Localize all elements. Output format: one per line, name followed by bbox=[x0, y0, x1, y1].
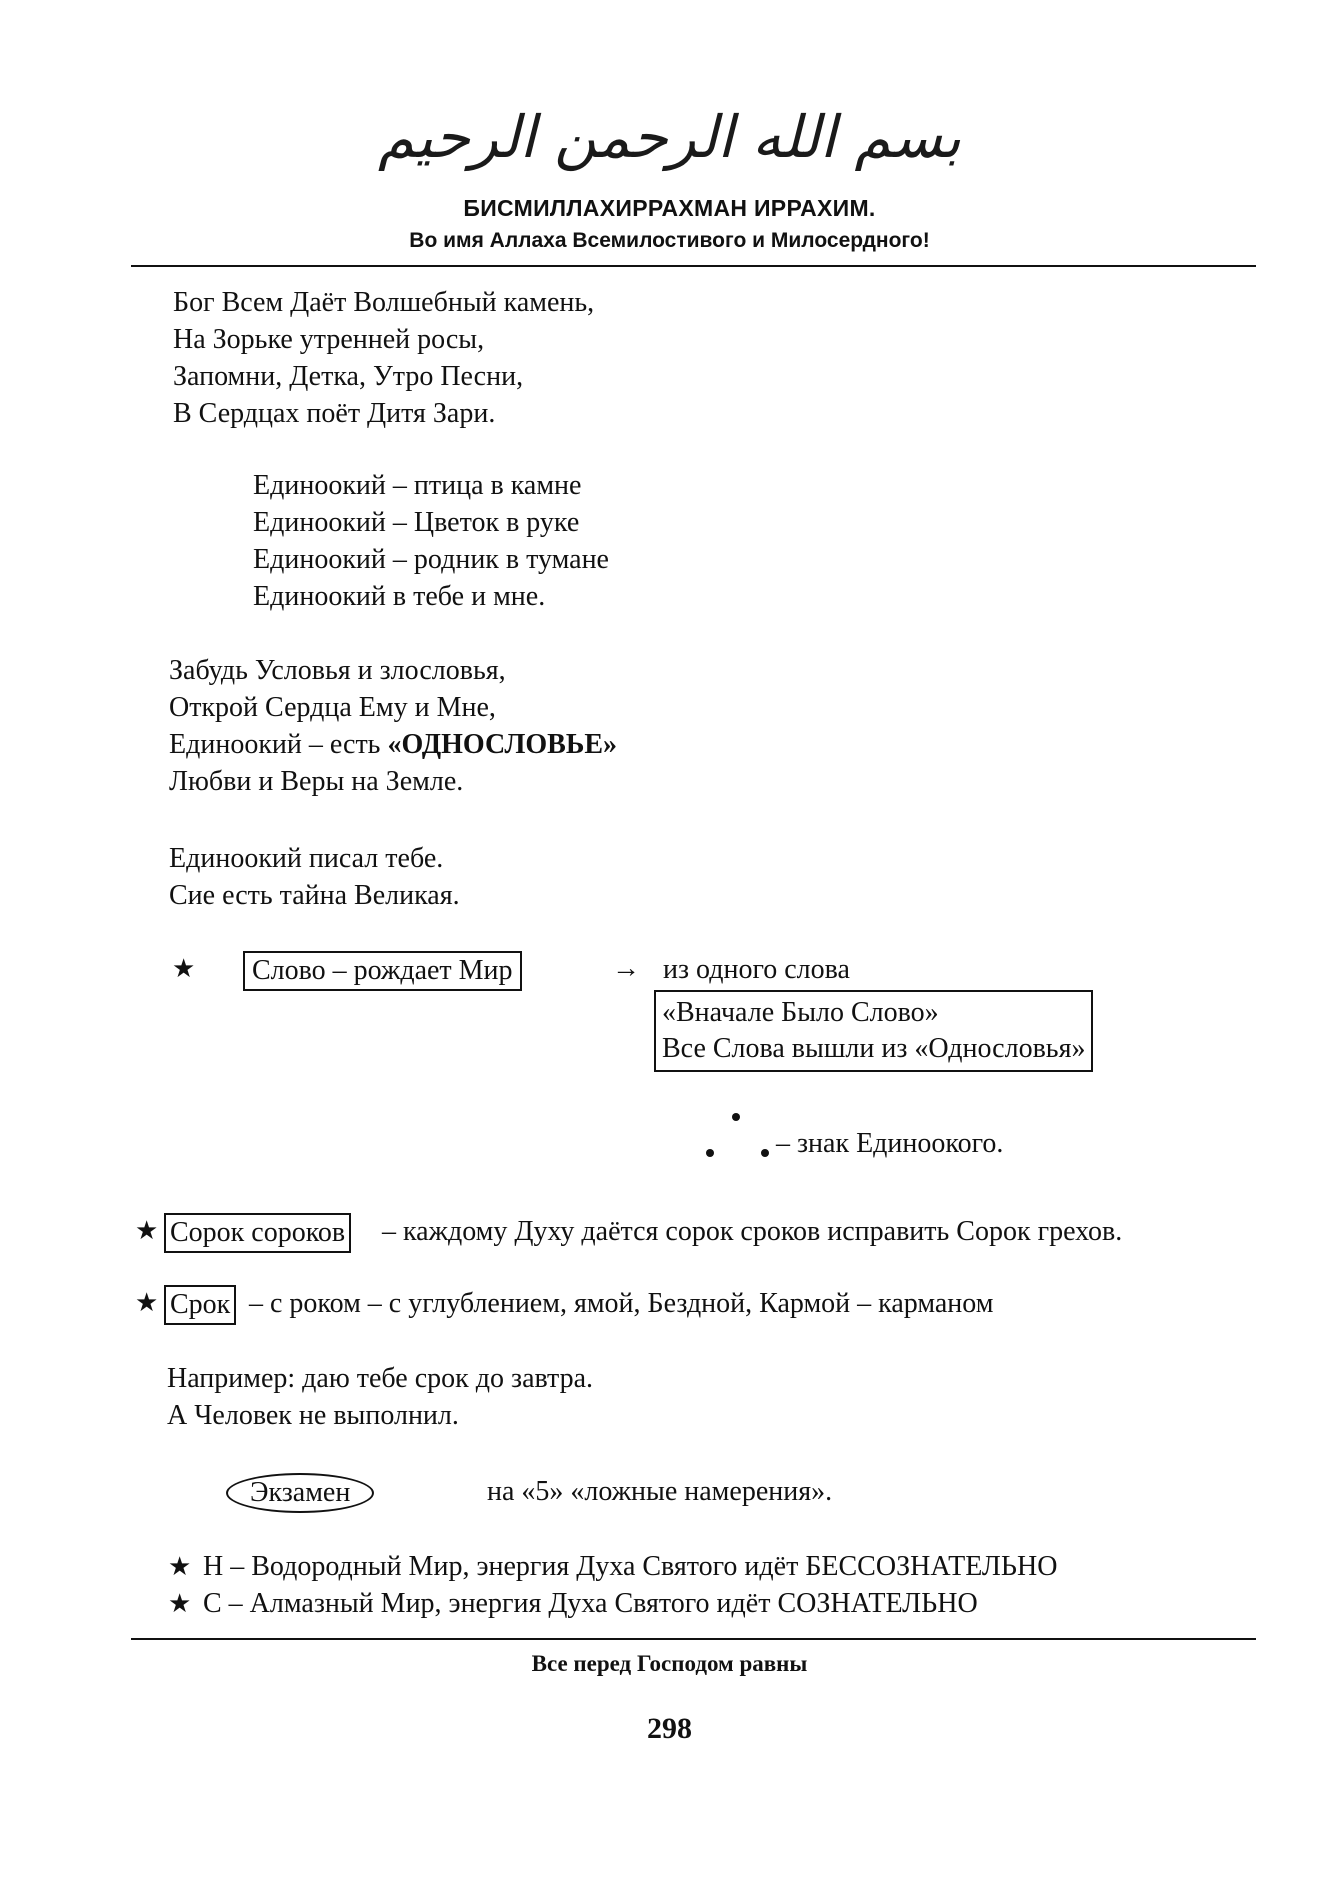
forty-explanation: – каждому Духу даётся сорок сроков исправить Сорок грехов. bbox=[382, 1216, 1123, 1247]
from-one-word-label: из одного слова bbox=[663, 954, 850, 985]
verse-line: Запомни, Детка, Утро Песни, bbox=[173, 361, 524, 392]
footer-divider bbox=[131, 1638, 1256, 1640]
star-bullet: ★ bbox=[168, 1552, 192, 1581]
dot-top-icon bbox=[732, 1113, 740, 1121]
boxed-beginning-word bbox=[654, 990, 1093, 1072]
verse-line: Открой Сердца Ему и Мне, bbox=[169, 692, 496, 723]
boxed-line: Все Слова вышли из «Однословья» bbox=[662, 1033, 1086, 1064]
hydrogen-world-line: Н – Водородный Мир, энергия Духа Святого идёт БЕССОЗНАТЕЛЬНО bbox=[203, 1551, 1058, 1582]
page-number: 298 bbox=[647, 1712, 692, 1745]
one-eye-sign-label: – знак Единоокого. bbox=[776, 1128, 1004, 1159]
stanza-3 bbox=[169, 652, 617, 800]
verse-line: Единоокий писал тебе. bbox=[169, 843, 444, 874]
dot-right-icon bbox=[761, 1149, 769, 1157]
srok-explanation: – с роком – с углублением, ямой, Бездной, Кармой – карманом bbox=[249, 1288, 994, 1319]
star-bullet: ★ bbox=[168, 1589, 192, 1618]
boxed-word-creates-world: Слово – рождает Мир bbox=[243, 951, 522, 991]
star-bullet: ★ bbox=[172, 954, 196, 983]
stanza-1 bbox=[173, 284, 594, 432]
footer-motto: Все перед Господом равны bbox=[531, 1651, 808, 1676]
header-transliteration: БИСМИЛЛАХИРРАХМАН ИРРАХИМ. bbox=[463, 195, 876, 221]
boxed-line: «Вначале Было Слово» bbox=[662, 997, 939, 1028]
example-line: А Человек не выполнил. bbox=[167, 1400, 459, 1431]
exam-explanation: на «5» «ложные намерения». bbox=[487, 1476, 833, 1507]
example-line: Например: даю тебе срок до завтра. bbox=[167, 1363, 594, 1394]
verse-line: Единоокий – птица в камне bbox=[253, 470, 582, 501]
stanza-2 bbox=[253, 467, 609, 615]
dot-left-icon bbox=[706, 1149, 714, 1157]
star-bullet: ★ bbox=[135, 1216, 159, 1245]
verse-line: Бог Всем Даёт Волшебный камень, bbox=[173, 287, 595, 318]
example-block bbox=[167, 1360, 593, 1434]
verse-line: На Зорьке утренней росы, bbox=[173, 324, 485, 355]
boxed-forty-of-forties: Сорок сороков bbox=[164, 1213, 351, 1253]
stanza-4 bbox=[169, 840, 460, 914]
verse-line: Единоокий – Цветок в руке bbox=[253, 507, 580, 538]
verse-text: Единоокий – есть bbox=[169, 729, 388, 760]
bismillah-calligraphy: بسم الله الرحمن الرحيم bbox=[378, 103, 961, 171]
verse-line: В Сердцах поёт Дитя Зари. bbox=[173, 398, 496, 429]
header-divider bbox=[131, 265, 1256, 267]
boxed-srok: Срок bbox=[164, 1285, 236, 1325]
oval-exam: Экзамен bbox=[226, 1473, 374, 1513]
verse-line: Сие есть тайна Великая. bbox=[169, 880, 460, 911]
highlight-odnoslovie: «ОДНОСЛОВЬЕ» bbox=[387, 729, 618, 760]
arrow-icon: → bbox=[612, 953, 640, 984]
star-bullet: ★ bbox=[135, 1288, 159, 1317]
verse-line: Единоокий в тебе и мне. bbox=[253, 581, 546, 612]
verse-line: Единоокий – родник в тумане bbox=[253, 544, 609, 575]
verse-line: Забудь Условья и злословья, bbox=[169, 655, 506, 686]
verse-line bbox=[169, 726, 617, 763]
verse-line: Любви и Веры на Земле. bbox=[169, 766, 464, 797]
diamond-world-line: С – Алмазный Мир, энергия Духа Святого идёт СОЗНАТЕЛЬНО bbox=[203, 1588, 978, 1619]
header-translation: Во имя Аллаха Всемилостивого и Милосердного! bbox=[409, 229, 930, 252]
